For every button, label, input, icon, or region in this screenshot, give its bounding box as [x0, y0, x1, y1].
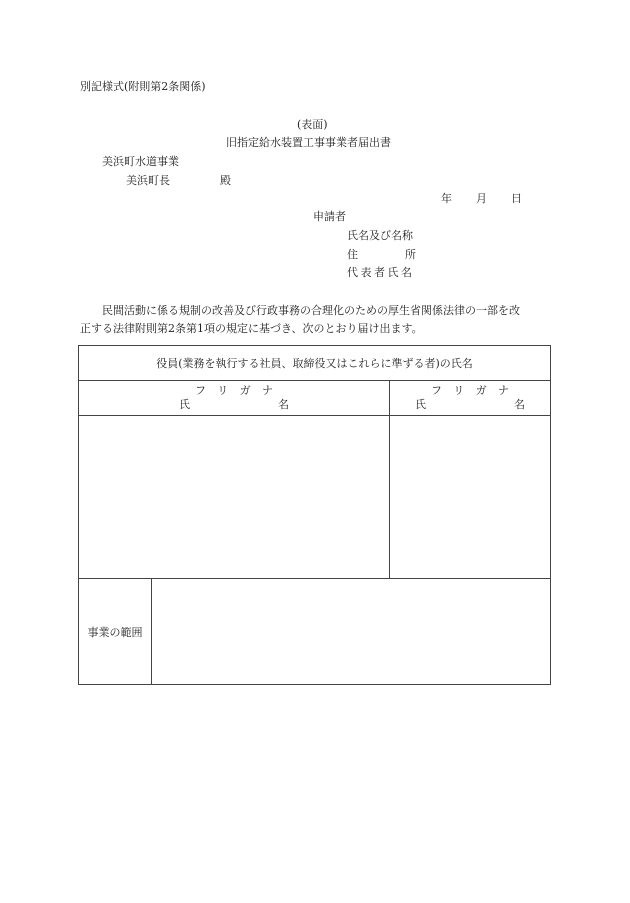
- date-month: 月: [476, 192, 487, 205]
- scope-label: 事業の範囲: [79, 579, 152, 685]
- side-label: (表面): [297, 118, 328, 131]
- name-char: 名: [513, 398, 525, 411]
- scope-cell[interactable]: [152, 579, 551, 685]
- honorific: 殿: [220, 174, 231, 187]
- document-title: 旧指定給水装置工事事業者届出書: [226, 136, 391, 149]
- applicant-name-label: 氏名及び名称: [347, 229, 413, 242]
- officers-header: 役員(業務を執行する社員、取締役又はこれらに準ずる者)の氏名: [79, 346, 551, 381]
- furigana-char: ガ: [475, 384, 487, 397]
- name-char: 氏: [414, 398, 426, 411]
- furigana-char: リ: [453, 384, 465, 397]
- applicant-address-a: 住: [347, 248, 358, 261]
- body-line-2: 正する法律附則第2条第1項の規定に基づき、次のとおり届け出ます。: [80, 322, 423, 335]
- applicant-label: 申請者: [313, 210, 346, 223]
- furigana-char: フ: [194, 384, 206, 397]
- furigana-char: ガ: [239, 384, 251, 397]
- addressee-org: 美浜町水道事業: [102, 155, 179, 168]
- officers-table: [78, 345, 551, 685]
- furigana-char: フ: [430, 384, 442, 397]
- officer-names-left-cell[interactable]: [79, 416, 390, 579]
- date-year: 年: [441, 192, 452, 205]
- addressee: 美浜町長: [126, 174, 170, 187]
- furigana-char: ナ: [261, 384, 273, 397]
- date-day: 日: [511, 192, 522, 205]
- furigana-name-header-right: [389, 381, 550, 416]
- furigana-name-header-left: [79, 381, 390, 416]
- furigana-char: リ: [217, 384, 229, 397]
- applicant-address-b: 所: [405, 248, 416, 261]
- furigana-char: ナ: [497, 384, 509, 397]
- form-label: 別記様式(附則第2条関係): [80, 80, 206, 93]
- officer-names-right-cell[interactable]: [389, 416, 550, 579]
- body-line-1: 民間活動に係る規制の改善及び行政事務の合理化のための厚生省関係法律の一部を改: [102, 304, 520, 317]
- name-char: 名: [277, 398, 289, 411]
- name-char: 氏: [178, 398, 190, 411]
- applicant-representative-label: 代表者氏名: [347, 266, 415, 279]
